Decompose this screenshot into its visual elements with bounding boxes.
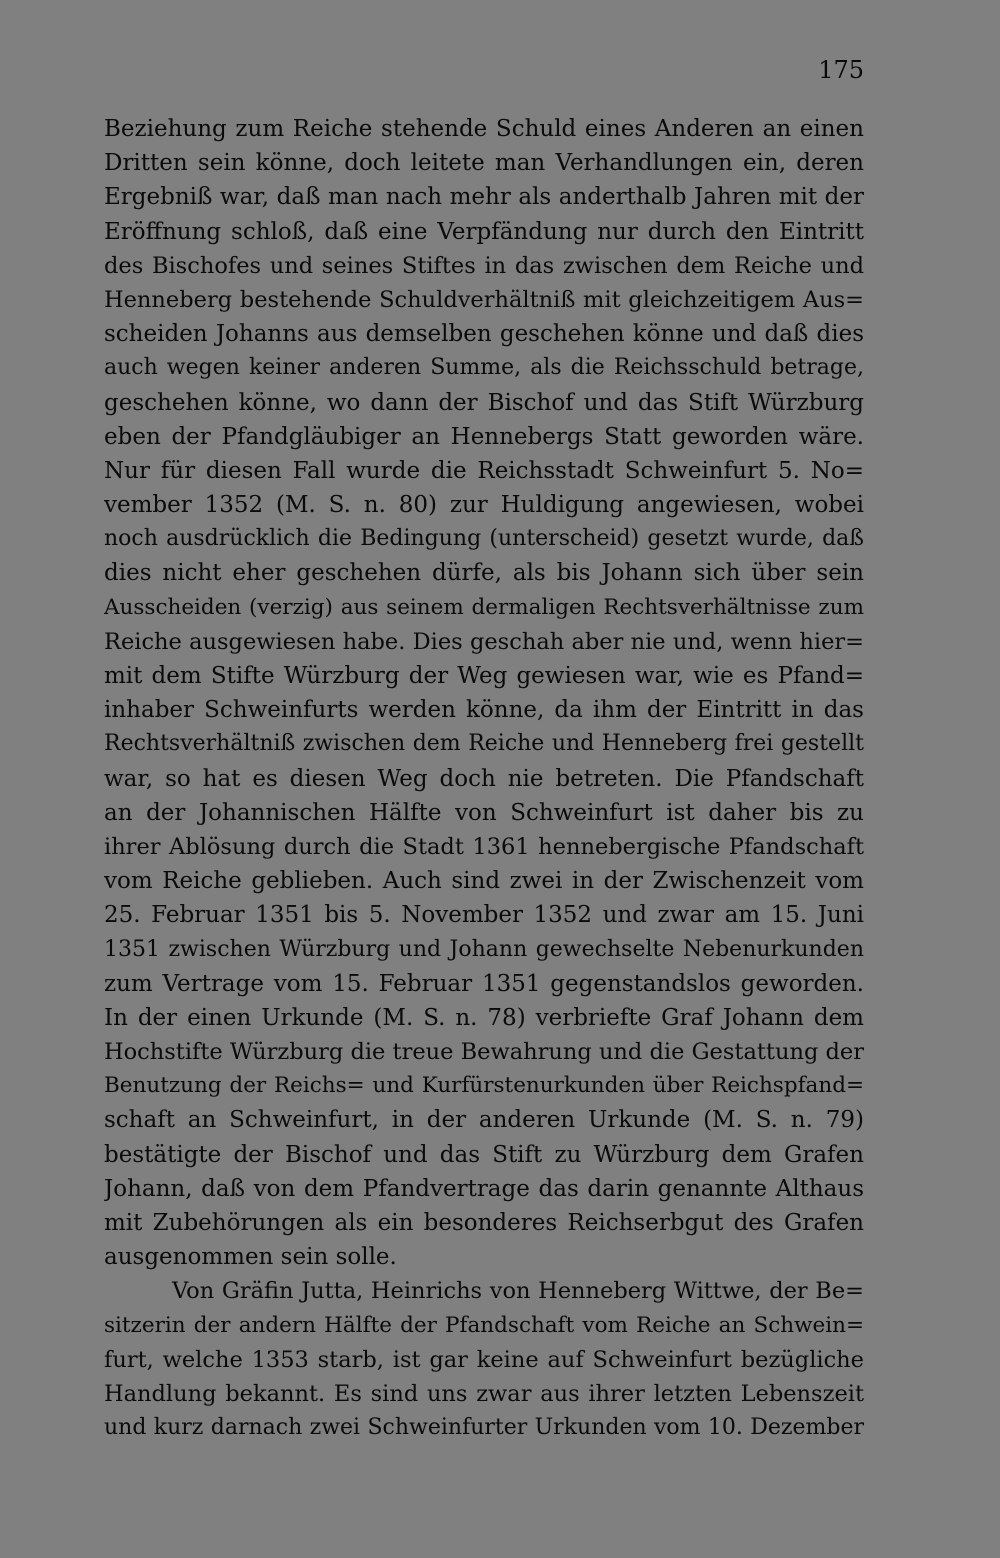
- text-line: scheiden Johanns aus demselben geschehen könne und daß dies: [104, 321, 864, 348]
- text-line: bestätigte der Bischof und das Stift zu Würzburg dem Grafen: [104, 1141, 864, 1168]
- text-line: und kurz darnach zwei Schweinfurter Urkunden vom 10. Dezember: [104, 1415, 864, 1441]
- text-line: Nur für diesen Fall wurde die Reichsstadt Schweinfurt 5. No=: [104, 457, 864, 484]
- text-line: dies nicht eher geschehen dürfe, als bis Johann sich über sein: [104, 560, 864, 587]
- text-line: auch wegen keiner anderen Summe, als die Reichsschuld betrage,: [104, 355, 864, 381]
- text-line: Ausscheiden (verzig) aus seinem dermaligen Rechtsverhältnisse zum: [104, 594, 864, 620]
- text-line: geschehen könne, wo dann der Bischof und das Stift Würzburg: [104, 389, 864, 416]
- text-line: sitzerin der andern Hälfte der Pfandschaft vom Reiche an Schwein=: [104, 1312, 864, 1338]
- text-line: ihrer Ablösung durch die Stadt 1361 hennebergische Pfandschaft: [104, 833, 864, 860]
- text-line: Rechtsverhältniß zwischen dem Reiche und Henneberg frei gestellt: [104, 731, 864, 757]
- text-line: 1351 zwischen Würzburg und Johann gewechselte Nebenurkunden: [104, 936, 864, 962]
- text-line: Von Gräfin Jutta, Heinrichs von Henneberg Wittwe, der Be=: [172, 1278, 864, 1305]
- text-line: ausgenommen sein solle.: [104, 1244, 397, 1271]
- text-line: vember 1352 (M. S. n. 80) zur Huldigung angewiesen, wobei: [104, 492, 864, 519]
- text-line: furt, welche 1353 starb, ist gar keine auf Schweinfurt bezügliche: [104, 1346, 864, 1373]
- text-line: des Bischofes und seines Stiftes in das zwischen dem Reiche und: [104, 252, 864, 279]
- text-line: Eröffnung schloß, daß eine Verpfändung nur durch den Eintritt: [104, 218, 864, 245]
- text-line: mit Zubehörungen als ein besonderes Reichserbgut des Grafen: [104, 1210, 864, 1236]
- page-number: 175: [818, 56, 864, 84]
- text-line: eben der Pfandgläubiger an Hennebergs Statt geworden wäre.: [104, 423, 864, 450]
- text-line: mit dem Stifte Würzburg der Weg gewiesen war, wie es Pfand=: [104, 663, 864, 689]
- text-line: Benutzung der Reichs= und Kurfürstenurkunden über Reichspfand=: [104, 1073, 864, 1099]
- text-line: inhaber Schweinfurts werden könne, da ihm der Eintritt in das: [104, 697, 864, 724]
- page-text: [104, 112, 864, 1445]
- text-line: Henneberg bestehende Schuldverhältniß mit gleichzeitigem Aus=: [104, 286, 864, 313]
- text-line: 25. Februar 1351 bis 5. November 1352 und zwar am 15. Juni: [104, 902, 864, 929]
- text-line: Reiche ausgewiesen habe. Dies geschah aber nie und, wenn hier=: [104, 628, 864, 655]
- text-line: In der einen Urkunde (M. S. n. 78) verbriefte Graf Johann dem: [104, 1004, 864, 1031]
- text-line: vom Reiche geblieben. Auch sind zwei in der Zwischenzeit vom: [104, 868, 864, 895]
- text-line: Johann, daß von dem Pfandvertrage das darin genannte Althaus: [104, 1175, 864, 1202]
- text-line: war, so hat es diesen Weg doch nie betreten. Die Pfandschaft: [104, 765, 864, 792]
- text-line: Ergebniß war, daß man nach mehr als anderthalb Jahren mit der: [104, 184, 864, 211]
- text-line: Beziehung zum Reiche stehende Schuld eines Anderen an einen: [104, 116, 864, 142]
- text-line: zum Vertrage vom 15. Februar 1351 gegenstandslos geworden.: [104, 970, 864, 997]
- text-line: Hochstifte Würzburg die treue Bewahrung und die Gestattung der: [104, 1039, 864, 1066]
- text-line: noch ausdrücklich die Bedingung (unterscheid) gesetzt wurde, daß: [104, 526, 864, 552]
- text-line: an der Johannischen Hälfte von Schweinfurt ist daher bis zu: [104, 799, 864, 826]
- text-line: Handlung bekannt. Es sind uns zwar aus ihrer letzten Lebenszeit: [104, 1380, 864, 1407]
- text-line: Dritten sein könne, doch leitete man Verhandlungen ein, deren: [104, 150, 864, 177]
- text-line: schaft an Schweinfurt, in der anderen Urkunde (M. S. n. 79): [104, 1107, 864, 1134]
